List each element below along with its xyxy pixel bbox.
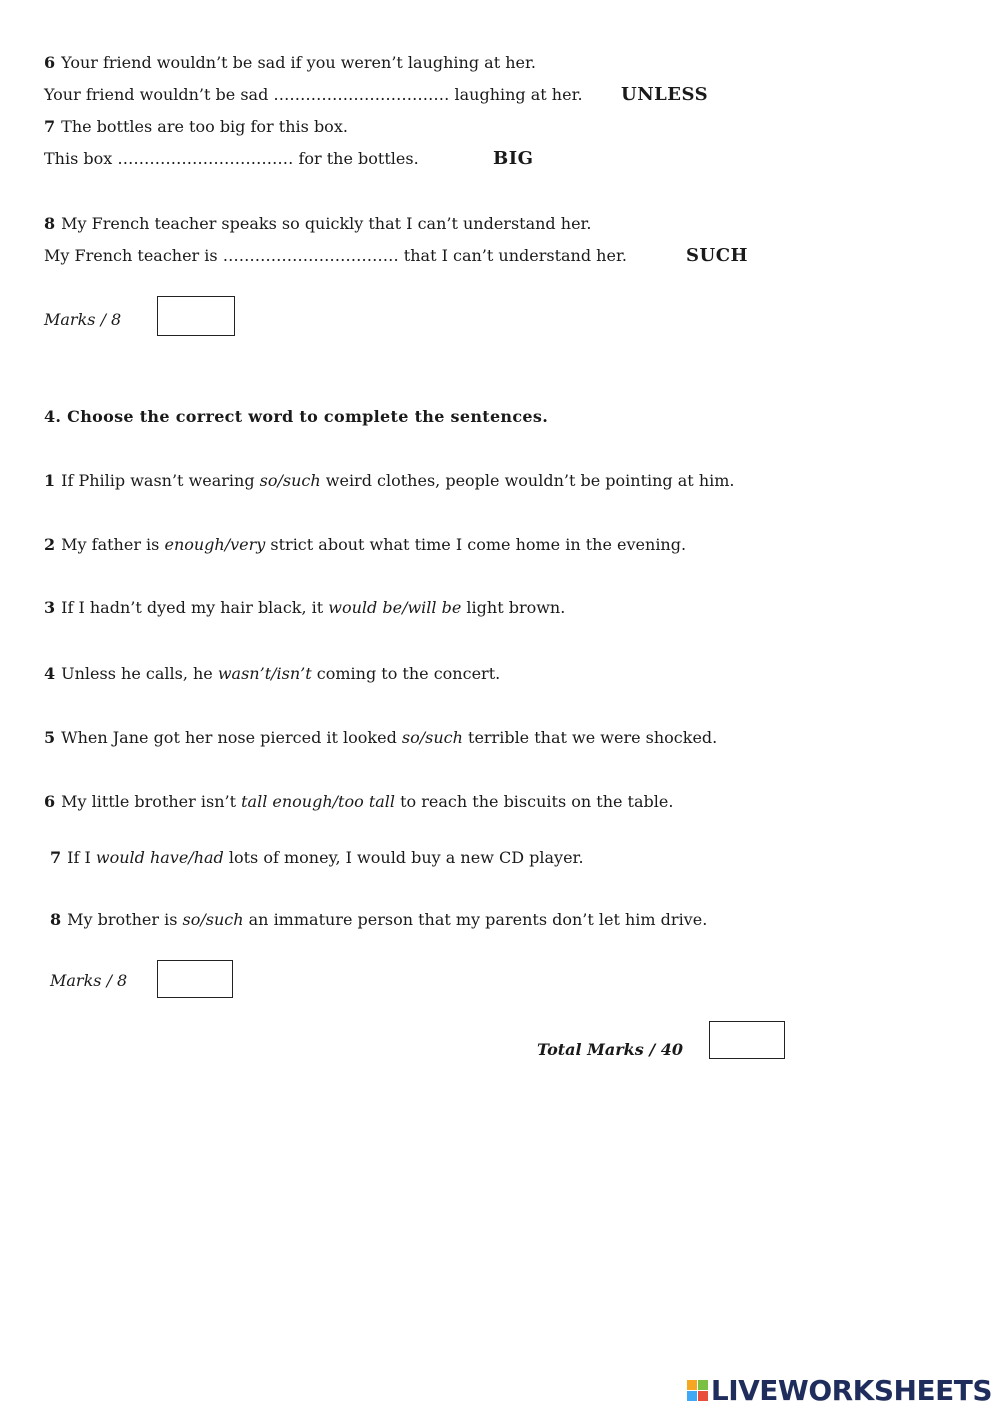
s4-marks-label: Marks / 8: [50, 971, 128, 990]
s3-item7-prompt: This box …………………………… for the bottles.: [44, 149, 419, 168]
s4-item7: 7 If I would have/had lots of money, I would buy a new CD player.: [50, 848, 584, 867]
s4-heading: 4. Choose the correct word to complete the sentences.: [44, 407, 549, 426]
s4-item6-options[interactable]: tall enough/too tall: [241, 792, 396, 811]
s4-item4: 4 Unless he calls, he wasn’t/isn’t coming to the concert.: [44, 664, 501, 683]
logo-blocks-icon: [687, 1380, 708, 1401]
s3-item6-prompt: Your friend wouldn’t be sad …………………………… laughing at her.: [44, 85, 583, 104]
s3-item7-sentence: 7 The bottles are too big for this box.: [44, 117, 348, 136]
s3-item8-sentence: 8 My French teacher speaks so quickly that I can’t understand her.: [44, 214, 592, 233]
logo-text: LIVEWORKSHEETS: [710, 1374, 992, 1407]
liveworksheets-logo: [687, 1374, 992, 1407]
s4-marks-box[interactable]: [157, 960, 233, 998]
s4-item3: 3 If I hadn’t dyed my hair black, it would be/will be light brown.: [44, 598, 566, 617]
s4-item8: 8 My brother is so/such an immature person that my parents don’t let him drive.: [50, 910, 708, 929]
s4-item2: 2 My father is enough/very strict about what time I come home in the evening.: [44, 535, 687, 554]
s4-item4-options[interactable]: wasn’t/isn’t: [217, 664, 312, 683]
answer-blank[interactable]: ……………………………: [222, 246, 399, 265]
s3-item6-sentence: 6 Your friend wouldn’t be sad if you weren’t laughing at her.: [44, 53, 536, 72]
s3-marks-label: Marks / 8: [44, 310, 122, 329]
s4-item7-options[interactable]: would have/had: [95, 848, 224, 867]
answer-blank[interactable]: ……………………………: [273, 85, 450, 104]
s4-item3-options[interactable]: would be/will be: [328, 598, 462, 617]
s4-item2-options[interactable]: enough/very: [164, 535, 266, 554]
s3-item7-keyword: BIG: [493, 148, 534, 169]
s3-item8-keyword: SUCH: [686, 245, 749, 266]
s4-item5-options[interactable]: so/such: [401, 728, 463, 747]
s3-marks-box[interactable]: [157, 296, 235, 336]
s4-item6: 6 My little brother isn’t tall enough/too tall to reach the biscuits on the table.: [44, 792, 674, 811]
total-marks-label: Total Marks / 40: [537, 1040, 683, 1059]
answer-blank[interactable]: ……………………………: [117, 149, 294, 168]
s3-item6-keyword: UNLESS: [621, 84, 709, 105]
s4-item5: 5 When Jane got her nose pierced it looked so/such terrible that we were shocked.: [44, 728, 718, 747]
total-marks-box[interactable]: [709, 1021, 785, 1059]
s3-item8-prompt: My French teacher is …………………………… that I can’t understand her.: [44, 246, 627, 265]
s4-item1: 1 If Philip wasn’t wearing so/such weird clothes, people wouldn’t be pointing at him.: [44, 471, 735, 490]
s4-item1-options[interactable]: so/such: [259, 471, 321, 490]
s4-item8-options[interactable]: so/such: [182, 910, 244, 929]
